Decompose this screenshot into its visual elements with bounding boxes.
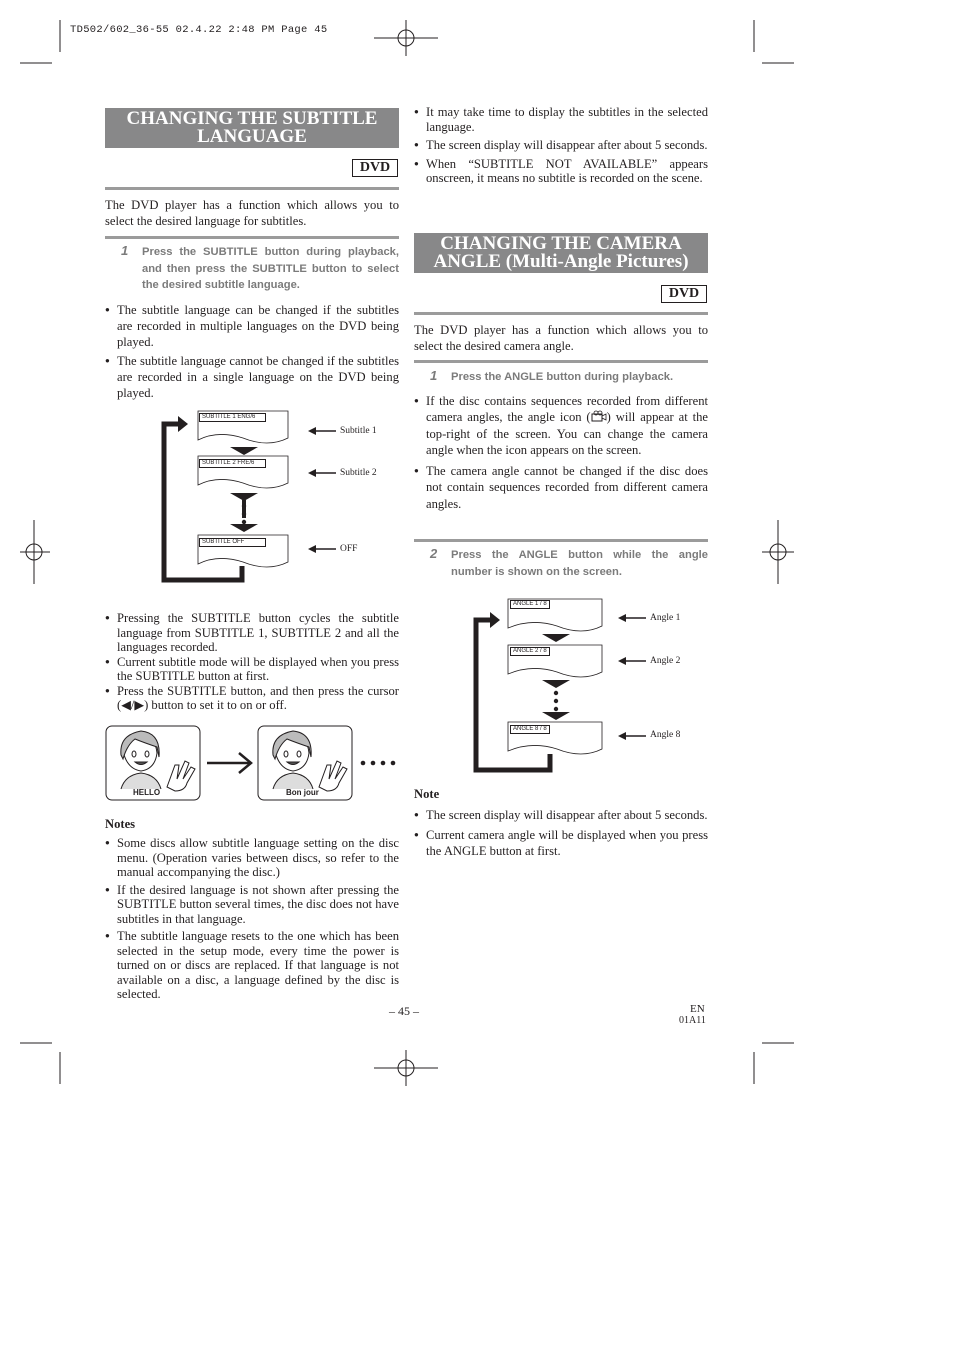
list-item: ● When “SUBTITLE NOT AVAILABLE” appears onscreen, it means no subtitle is recorded on the scene. xyxy=(414,157,708,186)
angle-notes-list xyxy=(414,807,708,859)
list-item: ● If the desired language is not shown after pressing the SUBTITLE button several times, the disc does not have subtitles in that language. xyxy=(105,883,399,927)
angle-intro: The DVD player has a function which allows you to select the desired camera angle. xyxy=(414,323,708,353)
angle-screen-8: ANGLE 8 / 8 xyxy=(510,725,550,734)
language-code: EN xyxy=(690,1003,705,1015)
model-code: 01A11 xyxy=(679,1015,706,1026)
list-item: ● The camera angle cannot be changed if the disc does not contain sequences recorded from different camera angles. xyxy=(414,463,708,512)
label-angle-2: Angle 2 xyxy=(650,656,681,666)
angle-screen-2: ANGLE 2 / 8 xyxy=(510,647,550,656)
right-arrow-icon xyxy=(207,753,251,773)
angle-title-line1: CHANGING THE CAMERA xyxy=(440,233,682,254)
subtitle-intro: The DVD player has a function which allows you to select the desired language for subtitles. xyxy=(105,198,399,228)
angle-title-line2: ANGLE (Multi-Angle Pictures) xyxy=(433,251,689,272)
list-item: ● The subtitle language can be changed if the subtitles are recorded in multiple languages on the DVD being played. xyxy=(105,302,399,350)
subtitle-bullets-b xyxy=(105,611,399,713)
label-off: OFF xyxy=(340,544,358,554)
notes-heading: Notes xyxy=(105,817,136,831)
step-rule xyxy=(414,360,708,363)
angle-step-1-instruction: Press the ANGLE button during playback. xyxy=(451,371,674,383)
subtitle-title-line1: CHANGING THE SUBTITLE xyxy=(126,108,378,129)
label-angle-1: Angle 1 xyxy=(650,613,681,623)
subtitle-bullets-a xyxy=(105,302,399,401)
label-subtitle-1: Subtitle 1 xyxy=(340,426,377,436)
section-rule xyxy=(414,312,708,315)
list-item: ● Some discs allow subtitle language setting on the disc menu. (Operation varies between discs, so refer to the manual accompanying the disc.) xyxy=(105,836,399,880)
caption-bon-jour: Bon jour xyxy=(286,788,319,797)
step-rule xyxy=(105,236,399,239)
angle-screen-1: ANGLE 1 / 8 xyxy=(510,600,550,609)
list-item: ● Pressing the SUBTITLE button cycles the subtitle language from SUBTITLE 1, SUBTITLE 2 and all the languages recorded. xyxy=(105,611,399,655)
list-item: ● The screen display will disappear after about 5 seconds. xyxy=(414,807,708,823)
dvd-badge: DVD xyxy=(352,159,398,177)
subtitle-bullets-c xyxy=(414,105,708,186)
list-item: ● Current subtitle mode will be displayed when you press the SUBTITLE button at first. xyxy=(105,655,399,684)
ellipsis-dots xyxy=(361,761,396,766)
angle-bullet-text-a: If the disc contains sequences recorded from different camera angles, the angle icon ( xyxy=(426,394,708,425)
list-item: ● The subtitle language resets to the one which has been selected in the setup mode, every time the power is turned on or discs are replaced. If that language is not available on a disc, a language defined by the disc is selected. xyxy=(105,929,399,1002)
step-1-number: 1 xyxy=(121,243,129,258)
section-rule xyxy=(105,187,399,190)
label-angle-8: Angle 8 xyxy=(650,730,681,740)
angle-step-1-number: 1 xyxy=(430,368,438,383)
list-item: ● The screen display will disappear after about 5 seconds. xyxy=(414,138,708,153)
girl-icon xyxy=(121,731,161,789)
subtitle-screen-2: SUBTITLE 2 FRE/6 xyxy=(199,459,266,468)
angle-cycle-diagram xyxy=(470,596,710,776)
step-1-instruction: Press the SUBTITLE button during playback, and then press the SUBTITLE button to select the desired subtitle language. xyxy=(142,246,399,291)
label-subtitle-2: Subtitle 2 xyxy=(340,468,377,478)
angle-section-title xyxy=(414,233,708,273)
angle-step-2-number: 2 xyxy=(430,546,438,561)
page-number: – 45 – xyxy=(389,1004,419,1018)
list-item: ● Current camera angle will be displayed when you press the ANGLE button at first. xyxy=(414,827,708,859)
angle-note-heading: Note xyxy=(414,787,440,801)
list-item xyxy=(414,393,708,458)
list-item: ● It may take time to display the subtitles in the selected language. xyxy=(414,105,708,134)
angle-step-2-instruction: Press the ANGLE button while the angle number is shown on the screen. xyxy=(451,549,708,578)
girl-icon xyxy=(273,731,313,789)
step-rule xyxy=(414,539,708,542)
dvd-badge: DVD xyxy=(661,285,707,303)
caption-hello: HELLO xyxy=(133,788,161,797)
subtitle-title-line2: LANGUAGE xyxy=(197,126,307,147)
subtitle-screen-off: SUBTITLE OFF xyxy=(199,538,266,547)
subtitle-screen-1: SUBTITLE 1 ENG/6 xyxy=(199,413,266,422)
angle-bullet-text-b: ) will appear at the top-right of the screen. You can change the camera angle when the icon appears on the screen. xyxy=(426,410,708,457)
list-item: ● Press the SUBTITLE button, and then press the cursor (◀/▶) button to set it to on or off. xyxy=(105,684,399,713)
angle-bullets xyxy=(414,393,708,512)
notes-list xyxy=(105,836,399,1002)
subtitle-section-title xyxy=(105,108,399,148)
list-item: ● The subtitle language cannot be changed if the subtitles are recorded in a single language on the DVD being played. xyxy=(105,353,399,401)
camera-angle-icon xyxy=(591,410,607,422)
print-header: TD502/602_36-55 02.4.22 2:48 PM Page 45 xyxy=(70,24,328,36)
